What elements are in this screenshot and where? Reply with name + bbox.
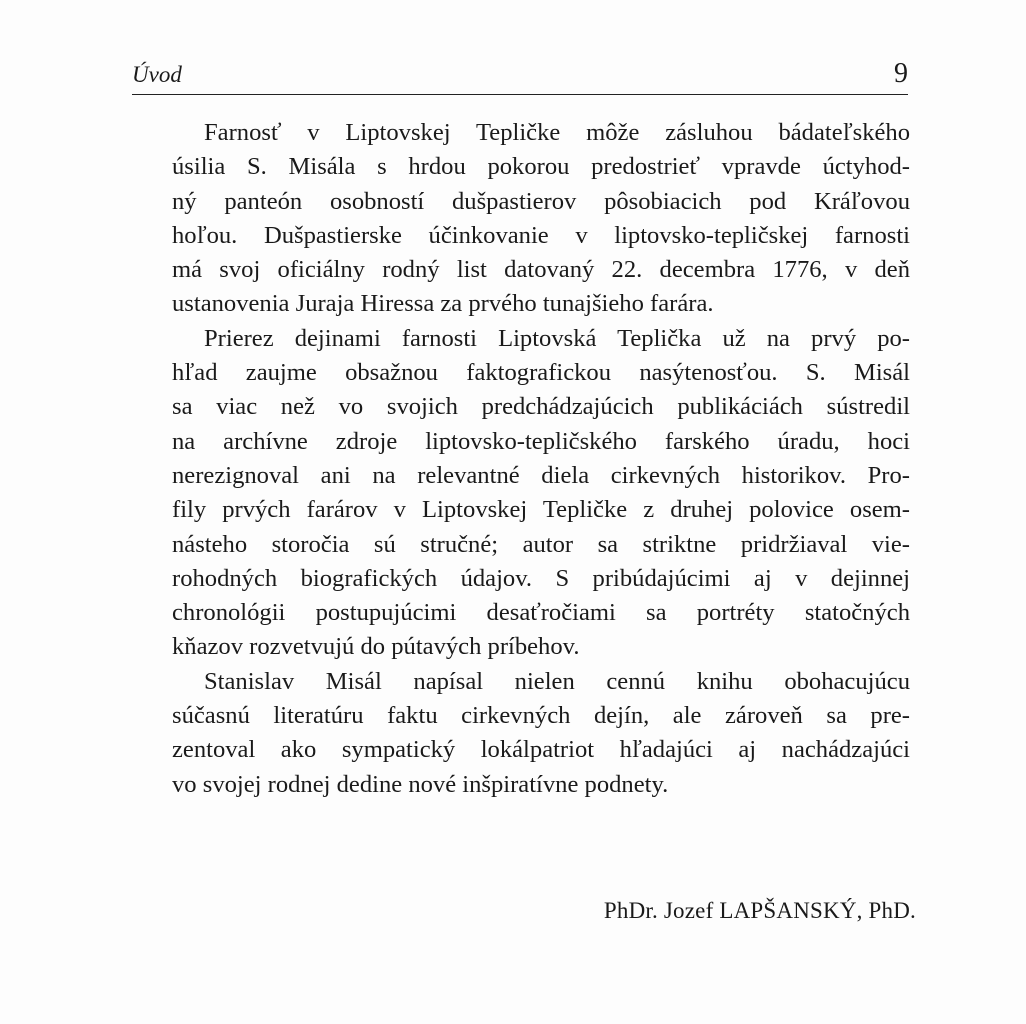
text-line: násteho storočia sú stručné; autor sa striktne pridržiaval vie-	[172, 530, 910, 558]
text-line: rohodných biografických údajov. S pribúdajúcimi aj v dejinnej	[172, 564, 910, 592]
text-line: ustanovenia Juraja Hiressa za prvého tunajšieho farára.	[172, 290, 714, 318]
text-line: má svoj oficiálny rodný list datovaný 22. decembra 1776, v deň	[172, 256, 910, 284]
page-number: 9	[894, 58, 908, 89]
paragraph-2	[140, 322, 910, 665]
text-line: Prierez dejinami farnosti Liptovská Teplička už na prvý po-	[204, 324, 910, 352]
text-line: kňazov rozvetvujú do pútavých príbehov.	[172, 633, 580, 661]
paragraph-1	[140, 116, 910, 322]
text-line: ný panteón osobností dušpastierov pôsobiacich pod Kráľovou	[172, 187, 910, 215]
text-line: úsilia S. Misála s hrdou pokorou predostrieť vpravde úctyhod-	[172, 153, 910, 181]
body-text	[140, 116, 910, 802]
text-line: Stanislav Misál napísal nielen cennú knihu obohacujúcu	[204, 667, 910, 695]
author-signature: PhDr. Jozef LAPŠANSKÝ, PhD.	[603, 898, 916, 923]
text-line: súčasnú literatúru faktu cirkevných dejín, ale zároveň sa pre-	[172, 702, 910, 730]
text-line: zentoval ako sympatický lokálpatriot hľadajúci aj nachádzajúci	[172, 736, 910, 764]
text-line: na archívne zdroje liptovsko-tepličského farského úradu, hoci	[172, 427, 910, 455]
text-line: hľad zaujme obsažnou faktografickou nasýtenosťou. S. Misál	[172, 359, 910, 387]
chapter-title: Úvod	[132, 62, 182, 87]
running-header	[132, 54, 908, 95]
text-line: vo svojej rodnej dedine nové inšpiratívne podnety.	[172, 770, 669, 798]
text-line: nerezignoval ani na relevantné diela cirkevných historikov. Pro-	[172, 461, 910, 489]
text-line: Farnosť v Liptovskej Tepličke môže zásluhou bádateľského	[204, 119, 910, 146]
text-line: hoľou. Dušpastierske účinkovanie v liptovsko-tepličskej farnosti	[172, 221, 910, 249]
text-line: sa viac než vo svojich predchádzajúcich publikáciách sústredil	[172, 393, 910, 421]
text-line: chronológii postupujúcimi desaťročiami sa portréty statočných	[172, 599, 910, 627]
text-line: fily prvých farárov v Liptovskej Tepličke z druhej polovice osem-	[172, 496, 910, 524]
paragraph-3	[140, 665, 910, 802]
